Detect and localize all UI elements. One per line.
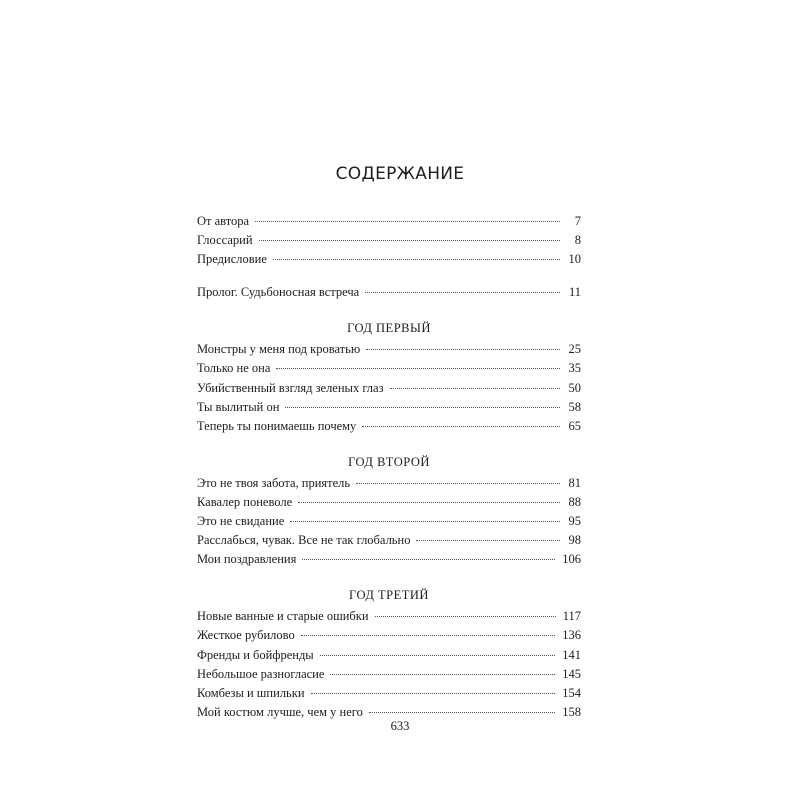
- toc-entry-page: 7: [574, 214, 581, 228]
- dot-leader: [365, 291, 560, 293]
- toc-entry-title: Только не она: [197, 361, 271, 376]
- toc-entry-page: 98: [568, 533, 581, 548]
- toc-entry-page: 136: [562, 628, 581, 643]
- toc-entry[interactable]: [197, 628, 581, 647]
- toc-entry-page: 106: [562, 552, 581, 567]
- toc-entry-page: 154: [562, 685, 581, 700]
- dot-leader: [366, 348, 560, 350]
- section-entries: [197, 476, 581, 571]
- dot-leader: [285, 406, 560, 408]
- toc-entry-page: 58: [568, 399, 581, 414]
- toc-entry-prologue[interactable]: [197, 285, 581, 304]
- toc-entry[interactable]: [197, 400, 581, 419]
- toc-entry[interactable]: [197, 686, 581, 705]
- toc-entry-title: Френды и бойфренды: [197, 647, 314, 662]
- toc-entry[interactable]: [197, 252, 581, 271]
- table-of-contents: [197, 214, 581, 724]
- toc-entry-title: Убийственный взгляд зеленых глаз: [197, 380, 384, 395]
- toc-entry-page: 88: [568, 494, 581, 509]
- toc-entry-page: 35: [568, 361, 581, 376]
- dot-leader: [259, 239, 560, 241]
- toc-entry[interactable]: [197, 476, 581, 495]
- toc-entry-title: Это не твоя забота, приятель: [197, 475, 351, 490]
- toc-entry-page: 50: [568, 380, 581, 395]
- toc-entry[interactable]: [197, 667, 581, 686]
- toc-entry-title: Мои поздравления: [197, 552, 297, 567]
- toc-entry[interactable]: [197, 495, 581, 514]
- toc-entry[interactable]: [197, 514, 581, 533]
- toc-entry-page: 158: [562, 704, 581, 719]
- dot-leader: [311, 692, 556, 694]
- toc-entry-title: Это не свидание: [197, 514, 285, 529]
- toc-entry[interactable]: [197, 214, 581, 233]
- page-title: СОДЕРЖАНИЕ: [335, 164, 465, 184]
- toc-entry-page: 141: [562, 647, 581, 662]
- section-title: ГОД ВТОРОЙ: [348, 454, 430, 469]
- dot-leader: [362, 425, 560, 427]
- page-number: 633: [390, 719, 410, 733]
- toc-entry-title: Жесткое рубилово: [197, 628, 295, 643]
- dot-leader: [320, 654, 556, 656]
- toc-entry[interactable]: [197, 342, 581, 361]
- dot-leader: [369, 711, 555, 713]
- toc-entry[interactable]: [197, 609, 581, 628]
- section-entries: [197, 609, 581, 724]
- toc-entry-page: 117: [562, 609, 581, 624]
- spacer: [197, 271, 581, 285]
- toc-entry-title: Комбезы и шпильки: [197, 685, 305, 700]
- toc-entry-title: Небольшое разногласие: [197, 666, 325, 681]
- dot-leader: [255, 220, 560, 222]
- toc-entry[interactable]: [197, 648, 581, 667]
- toc-entry-title: Мой костюм лучше, чем у него: [197, 704, 363, 719]
- toc-entry-page: 145: [562, 666, 581, 681]
- toc-entry-title: Кавалер поневоле: [197, 494, 293, 509]
- toc-entry-title: Предисловие: [197, 252, 267, 267]
- section-title: ГОД ТРЕТИЙ: [349, 588, 429, 603]
- toc-entry-page: 95: [568, 514, 581, 529]
- toc-entry-title: Теперь ты понимаешь почему: [197, 418, 357, 433]
- toc-entry-page: 11: [568, 285, 581, 300]
- toc-entry-title: Пролог. Судьбоносная встреча: [197, 285, 360, 300]
- toc-entry-title: Монстры у меня под кроватью: [197, 342, 361, 357]
- toc-entry-title: От автора: [197, 214, 250, 228]
- toc-entry[interactable]: [197, 533, 581, 552]
- toc-entry[interactable]: [197, 381, 581, 400]
- toc-entry[interactable]: [197, 419, 581, 438]
- dot-leader: [416, 539, 560, 541]
- toc-entry-page: 8: [574, 233, 581, 248]
- toc-entry[interactable]: [197, 361, 581, 380]
- dot-leader: [290, 520, 560, 522]
- dot-leader: [390, 387, 560, 389]
- dot-leader: [375, 615, 556, 617]
- dot-leader: [302, 558, 555, 560]
- toc-entry[interactable]: [197, 233, 581, 252]
- toc-entry-title: Новые ванные и старые ошибки: [197, 609, 369, 624]
- toc-entry-title: Глоссарий: [197, 233, 253, 248]
- section-entries: [197, 342, 581, 437]
- dot-leader: [330, 673, 555, 675]
- toc-entry-title: Расслабься, чувак. Все не так глобально: [197, 533, 411, 548]
- toc-entry-title: Ты вылитый он: [197, 399, 280, 414]
- toc-entry-page: 25: [568, 342, 581, 357]
- dot-leader: [276, 367, 560, 369]
- dot-leader: [298, 501, 560, 503]
- dot-leader: [301, 634, 556, 636]
- toc-entry-page: 81: [568, 475, 581, 490]
- intro-group: [197, 214, 581, 271]
- toc-entry[interactable]: [197, 552, 581, 571]
- dot-leader: [273, 258, 560, 260]
- toc-entry-page: 10: [568, 252, 581, 267]
- dot-leader: [356, 482, 560, 484]
- toc-entry-page: 65: [568, 418, 581, 433]
- section-title: ГОД ПЕРВЫЙ: [347, 321, 431, 336]
